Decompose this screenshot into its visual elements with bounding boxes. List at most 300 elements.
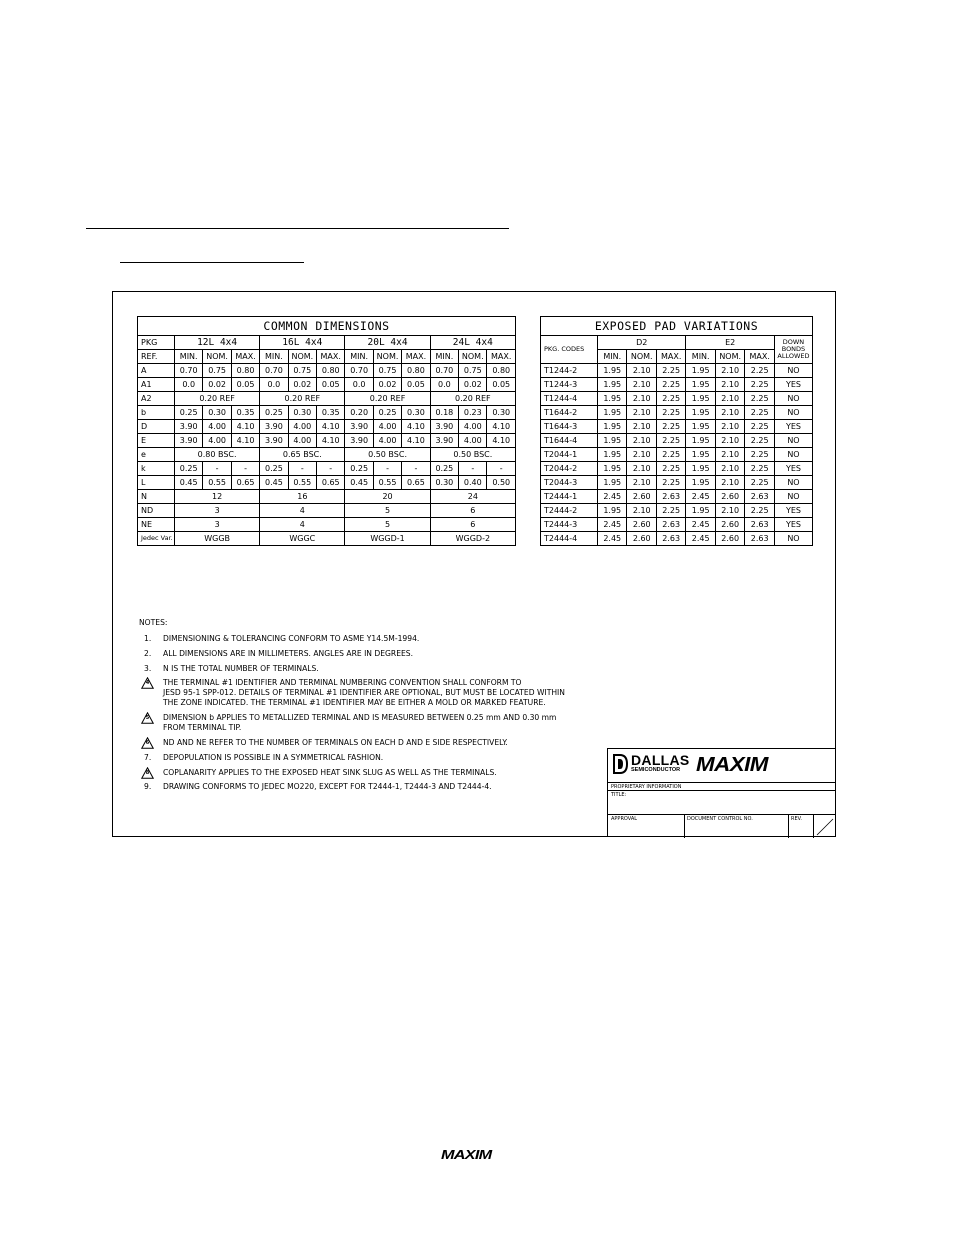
- exposed-data-row: [541, 406, 813, 420]
- common-title-row: [138, 317, 516, 336]
- down-bonds-cell: NO: [774, 532, 812, 546]
- value-cell: 4.00: [203, 420, 231, 434]
- rev-slash-icon: [814, 815, 836, 837]
- sub-header: NOM.: [288, 350, 316, 364]
- sub-header: MAX.: [317, 350, 345, 364]
- value-cell: 2.25: [745, 476, 775, 490]
- value-cell: 3.90: [175, 420, 203, 434]
- note-text: N IS THE TOTAL NUMBER OF TERMINALS.: [163, 663, 319, 673]
- value-cell: 3.90: [430, 434, 458, 448]
- note-marker: 5: [145, 715, 150, 722]
- value-cell: 4.00: [288, 434, 316, 448]
- sub-header: MIN.: [345, 350, 373, 364]
- value-cell: 2.10: [627, 378, 656, 392]
- value-cell: 1.95: [598, 434, 627, 448]
- ref-cell: e: [138, 448, 175, 462]
- value-cell: 0.55: [288, 476, 316, 490]
- package-outline-drawing: [112, 291, 836, 837]
- common-data-row: [138, 462, 516, 476]
- value-cell: 3.90: [430, 420, 458, 434]
- sub-header: MIN.: [598, 350, 627, 364]
- note-text: COPLANARITY APPLIES TO THE EXPOSED HEAT SINK SLUG AS WELL AS THE TERMINALS.: [163, 767, 497, 777]
- value-cell: -: [402, 462, 430, 476]
- common-data-row: [138, 420, 516, 434]
- down-bonds-cell: NO: [774, 490, 812, 504]
- semiconductor-text: SEMICONDUCTOR: [631, 767, 681, 773]
- merged-value-cell: 20: [345, 490, 430, 504]
- value-cell: 1.95: [686, 434, 715, 448]
- package-header: 12L 4x4: [175, 336, 260, 350]
- common-data-row: [138, 476, 516, 490]
- merged-value-cell: 5: [345, 504, 430, 518]
- ref-cell: E: [138, 434, 175, 448]
- e2-header: E2: [686, 336, 774, 350]
- value-cell: 0.65: [317, 476, 345, 490]
- note-marker: 2.: [144, 648, 152, 658]
- value-cell: 2.63: [745, 490, 775, 504]
- value-cell: 2.10: [715, 392, 744, 406]
- value-cell: 0.05: [317, 378, 345, 392]
- value-cell: 2.10: [627, 364, 656, 378]
- header-rule-long: [86, 228, 509, 229]
- note-text: ND AND NE REFER TO THE NUMBER OF TERMINALS ON EACH D AND E SIDE RESPECTIVELY.: [163, 737, 508, 747]
- value-cell: -: [231, 462, 259, 476]
- value-cell: 0.75: [203, 364, 231, 378]
- value-cell: 0.45: [345, 476, 373, 490]
- pkg-code-cell: T2044-3: [541, 476, 598, 490]
- exposed-data-row: [541, 518, 813, 532]
- value-cell: 0.25: [175, 406, 203, 420]
- value-cell: 0.18: [430, 406, 458, 420]
- pkg-code-cell: T1644-4: [541, 434, 598, 448]
- value-cell: 1.95: [686, 420, 715, 434]
- note-text: ALL DIMENSIONS ARE IN MILLIMETERS. ANGLES ARE IN DEGREES.: [163, 648, 414, 658]
- value-cell: 2.10: [627, 392, 656, 406]
- common-data-row: [138, 518, 516, 532]
- sub-header: MIN.: [430, 350, 458, 364]
- value-cell: 2.10: [715, 378, 744, 392]
- value-cell: 4.10: [317, 420, 345, 434]
- value-cell: -: [288, 462, 316, 476]
- exposed-data-row: [541, 490, 813, 504]
- down-bonds-cell: NO: [774, 406, 812, 420]
- value-cell: 1.95: [686, 462, 715, 476]
- value-cell: 2.10: [627, 420, 656, 434]
- exposed-data-row: [541, 504, 813, 518]
- value-cell: 0.30: [288, 406, 316, 420]
- value-cell: -: [459, 462, 487, 476]
- triangle-flag-icon: [141, 767, 154, 779]
- pkg-code-cell: T2044-2: [541, 462, 598, 476]
- pkg-code-cell: T2444-2: [541, 504, 598, 518]
- merged-value-cell: 0.20 REF: [260, 392, 345, 406]
- merged-value-cell: 3: [175, 518, 260, 532]
- note-text: THE TERMINAL #1 IDENTIFIER AND TERMINAL NUMBERING CONVENTION SHALL CONFORM TO JESD 95-1 SPP-012. DETAILS OF TERMINAL #1 IDENTIFIER ARE OPTIONAL, BUT MUST BE LOCATED WITHIN THE ZONE INDICATED. THE TERMINAL #1 IDENTIFIER MAY BE EITHER A MOLD OR MARKED FEATURE.: [163, 678, 565, 708]
- merged-value-cell: WGGD-2: [430, 532, 515, 546]
- value-cell: 2.25: [745, 448, 775, 462]
- value-cell: 2.25: [656, 434, 685, 448]
- value-cell: 1.95: [686, 364, 715, 378]
- common-data-row: [138, 392, 516, 406]
- value-cell: 2.25: [656, 504, 685, 518]
- ref-cell: N: [138, 490, 175, 504]
- value-cell: 2.60: [715, 490, 744, 504]
- value-cell: 1.95: [598, 378, 627, 392]
- sub-header: MIN.: [175, 350, 203, 364]
- notes-section: [139, 618, 619, 797]
- value-cell: 2.10: [627, 406, 656, 420]
- common-dimensions-table: [137, 316, 516, 546]
- value-cell: 0.23: [459, 406, 487, 420]
- common-data-row: [138, 434, 516, 448]
- note-text: DIMENSION b APPLIES TO METALLIZED TERMINAL AND IS MEASURED BETWEEN 0.25 mm AND 0.30 mm FROM TERMINAL TIP.: [163, 713, 557, 733]
- note-marker: 1.: [144, 634, 152, 643]
- value-cell: 2.60: [715, 532, 744, 546]
- value-cell: 1.95: [686, 476, 715, 490]
- ref-cell: Jedec Var.: [138, 532, 175, 546]
- note-marker: 7.: [144, 752, 152, 762]
- value-cell: -: [373, 462, 401, 476]
- exposed-pad-title: EXPOSED PAD VARIATIONS: [541, 317, 813, 336]
- value-cell: 2.25: [656, 462, 685, 476]
- value-cell: 0.02: [288, 378, 316, 392]
- value-cell: 0.02: [459, 378, 487, 392]
- value-cell: 0.25: [345, 462, 373, 476]
- value-cell: 0.02: [373, 378, 401, 392]
- merged-value-cell: WGGC: [260, 532, 345, 546]
- value-cell: 2.45: [598, 532, 627, 546]
- pkg-code-cell: T2444-4: [541, 532, 598, 546]
- down-bonds-header: DOWN BONDS ALLOWED: [774, 336, 812, 364]
- triangle-flag-icon: [141, 737, 154, 749]
- value-cell: 0.70: [345, 364, 373, 378]
- note-marker: 6: [145, 739, 150, 746]
- value-cell: 0.80: [231, 364, 259, 378]
- value-cell: 2.45: [686, 532, 715, 546]
- merged-value-cell: 0.50 BSC.: [430, 448, 515, 462]
- sub-header: MAX.: [402, 350, 430, 364]
- merged-value-cell: 0.80 BSC.: [175, 448, 260, 462]
- sub-header: MAX.: [231, 350, 259, 364]
- ref-cell: k: [138, 462, 175, 476]
- value-cell: 0.05: [487, 378, 516, 392]
- merged-value-cell: 0.20 REF: [175, 392, 260, 406]
- ref-label: REF.: [138, 350, 175, 364]
- approval-label: APPROVAL: [611, 816, 638, 822]
- value-cell: 2.10: [715, 476, 744, 490]
- package-header: 24L 4x4: [430, 336, 515, 350]
- dallas-logo-text: DALLAS: [631, 752, 690, 768]
- value-cell: 0.75: [373, 364, 401, 378]
- value-cell: 2.25: [656, 392, 685, 406]
- value-cell: 1.95: [598, 476, 627, 490]
- value-cell: 2.25: [656, 364, 685, 378]
- value-cell: 2.25: [656, 448, 685, 462]
- value-cell: 2.25: [745, 434, 775, 448]
- down-bonds-cell: YES: [774, 420, 812, 434]
- value-cell: 2.25: [745, 504, 775, 518]
- merged-value-cell: 0.20 REF: [345, 392, 430, 406]
- merged-value-cell: 16: [260, 490, 345, 504]
- pkg-label: PKG: [138, 336, 175, 350]
- rev-label: REV.: [791, 816, 802, 822]
- note-item: [139, 634, 619, 644]
- value-cell: 0.45: [175, 476, 203, 490]
- note-item: [139, 678, 619, 708]
- value-cell: 2.25: [745, 378, 775, 392]
- down-bonds-cell: YES: [774, 462, 812, 476]
- value-cell: 0.25: [175, 462, 203, 476]
- pkg-code-cell: T2444-3: [541, 518, 598, 532]
- value-cell: 1.95: [686, 448, 715, 462]
- value-cell: 2.25: [745, 420, 775, 434]
- merged-value-cell: 24: [430, 490, 515, 504]
- value-cell: 0.25: [260, 406, 288, 420]
- package-header: 16L 4x4: [260, 336, 345, 350]
- merged-value-cell: 6: [430, 504, 515, 518]
- merged-value-cell: 0.20 REF: [430, 392, 515, 406]
- note-item: [139, 713, 619, 733]
- value-cell: 0.80: [487, 364, 516, 378]
- value-cell: 2.25: [745, 364, 775, 378]
- sub-header: NOM.: [627, 350, 656, 364]
- note-item: [139, 768, 619, 778]
- value-cell: 0.0: [260, 378, 288, 392]
- sub-header: MIN.: [260, 350, 288, 364]
- value-cell: 2.25: [745, 462, 775, 476]
- note-marker: 8: [145, 769, 150, 776]
- value-cell: 0.70: [260, 364, 288, 378]
- common-data-row: [138, 504, 516, 518]
- merged-value-cell: 6: [430, 518, 515, 532]
- down-bonds-cell: NO: [774, 476, 812, 490]
- value-cell: 1.95: [686, 392, 715, 406]
- value-cell: 2.10: [715, 434, 744, 448]
- sub-header: NOM.: [373, 350, 401, 364]
- value-cell: 2.10: [715, 420, 744, 434]
- note-text: DIMENSIONING & TOLERANCING CONFORM TO ASME Y14.5M-1994.: [163, 634, 420, 643]
- note-item: [139, 649, 619, 659]
- value-cell: 1.95: [598, 448, 627, 462]
- value-cell: 2.25: [656, 406, 685, 420]
- common-data-row: [138, 448, 516, 462]
- ref-cell: L: [138, 476, 175, 490]
- value-cell: 4.10: [487, 420, 516, 434]
- d2-header: D2: [598, 336, 686, 350]
- ref-cell: NE: [138, 518, 175, 532]
- value-cell: 2.45: [598, 518, 627, 532]
- merged-value-cell: 5: [345, 518, 430, 532]
- note-item: [139, 753, 619, 763]
- value-cell: 0.65: [231, 476, 259, 490]
- merged-value-cell: 0.50 BSC.: [345, 448, 430, 462]
- ref-cell: ND: [138, 504, 175, 518]
- down-bonds-cell: YES: [774, 504, 812, 518]
- title-block: [607, 748, 836, 837]
- value-cell: 2.10: [715, 364, 744, 378]
- pkg-code-cell: T1644-3: [541, 420, 598, 434]
- value-cell: 1.95: [598, 364, 627, 378]
- pkg-code-cell: T2044-1: [541, 448, 598, 462]
- down-bonds-cell: NO: [774, 392, 812, 406]
- merged-value-cell: 4: [260, 518, 345, 532]
- maxim-logo: MAXIM: [696, 754, 768, 776]
- value-cell: -: [487, 462, 516, 476]
- value-cell: 4.10: [231, 420, 259, 434]
- merged-value-cell: 4: [260, 504, 345, 518]
- value-cell: 3.90: [345, 434, 373, 448]
- value-cell: 4.00: [203, 434, 231, 448]
- notes-heading: NOTES:: [139, 618, 168, 627]
- sub-header: MAX.: [656, 350, 685, 364]
- sub-header: NOM.: [715, 350, 744, 364]
- exposed-data-row: [541, 364, 813, 378]
- value-cell: 2.25: [656, 378, 685, 392]
- triangle-flag-icon: [141, 712, 154, 724]
- value-cell: 3.90: [175, 434, 203, 448]
- value-cell: 2.60: [715, 518, 744, 532]
- value-cell: 2.10: [627, 448, 656, 462]
- exposed-data-row: [541, 532, 813, 546]
- common-package-row: [138, 336, 516, 350]
- pkg-code-cell: T1644-2: [541, 406, 598, 420]
- value-cell: 0.0: [430, 378, 458, 392]
- header-rule-short: [120, 262, 304, 263]
- note-marker: 3.: [144, 663, 152, 673]
- exposed-pad-variations-table: [540, 316, 813, 546]
- value-cell: 0.80: [317, 364, 345, 378]
- notes-list: [139, 634, 619, 792]
- exposed-data-row: [541, 392, 813, 406]
- value-cell: 0.40: [459, 476, 487, 490]
- merged-value-cell: 3: [175, 504, 260, 518]
- proprietary-info: PROPRIETARY INFORMATION: [611, 784, 682, 790]
- value-cell: 2.63: [656, 518, 685, 532]
- title-label: TITLE:: [611, 792, 627, 798]
- value-cell: 4.00: [459, 434, 487, 448]
- value-cell: 0.35: [231, 406, 259, 420]
- value-cell: 0.45: [260, 476, 288, 490]
- value-cell: 4.00: [459, 420, 487, 434]
- value-cell: 2.45: [598, 490, 627, 504]
- value-cell: 4.10: [402, 420, 430, 434]
- down-bonds-cell: YES: [774, 518, 812, 532]
- value-cell: 4.00: [288, 420, 316, 434]
- ref-cell: A2: [138, 392, 175, 406]
- value-cell: 0.05: [402, 378, 430, 392]
- value-cell: 0.30: [487, 406, 516, 420]
- pkg-code-cell: T1244-3: [541, 378, 598, 392]
- value-cell: 4.10: [402, 434, 430, 448]
- down-bonds-cell: NO: [774, 364, 812, 378]
- merged-value-cell: 12: [175, 490, 260, 504]
- value-cell: 2.63: [745, 518, 775, 532]
- note-item: [139, 782, 619, 792]
- value-cell: 3.90: [260, 420, 288, 434]
- value-cell: -: [203, 462, 231, 476]
- value-cell: 0.35: [317, 406, 345, 420]
- note-marker: 4: [145, 680, 150, 687]
- value-cell: 0.55: [203, 476, 231, 490]
- common-data-row: [138, 490, 516, 504]
- pkg-codes-label: PKG. CODES: [541, 336, 598, 364]
- dallas-logo-icon: [612, 754, 629, 774]
- value-cell: 1.95: [686, 504, 715, 518]
- pkg-code-cell: T1244-2: [541, 364, 598, 378]
- value-cell: 4.10: [231, 434, 259, 448]
- common-subheader-row: [138, 350, 516, 364]
- value-cell: 2.63: [745, 532, 775, 546]
- exposed-data-row: [541, 462, 813, 476]
- value-cell: 0.0: [345, 378, 373, 392]
- value-cell: 0.30: [430, 476, 458, 490]
- value-cell: -: [317, 462, 345, 476]
- value-cell: 0.75: [459, 364, 487, 378]
- value-cell: 0.75: [288, 364, 316, 378]
- value-cell: 2.10: [627, 504, 656, 518]
- value-cell: 2.25: [656, 420, 685, 434]
- exposed-title-row: [541, 317, 813, 336]
- exposed-data-row: [541, 434, 813, 448]
- common-data-row: [138, 378, 516, 392]
- value-cell: 1.95: [686, 378, 715, 392]
- value-cell: 3.90: [345, 420, 373, 434]
- merged-value-cell: WGGD-1: [345, 532, 430, 546]
- sub-header: NOM.: [459, 350, 487, 364]
- footer-maxim-logo: MAXIM: [441, 1147, 492, 1162]
- ref-cell: A1: [138, 378, 175, 392]
- value-cell: 0.20: [345, 406, 373, 420]
- note-text: DEPOPULATION IS POSSIBLE IN A SYMMETRICAL FASHION.: [163, 752, 384, 762]
- value-cell: 1.95: [598, 462, 627, 476]
- value-cell: 0.02: [203, 378, 231, 392]
- ref-cell: A: [138, 364, 175, 378]
- sub-header: MAX.: [487, 350, 516, 364]
- value-cell: 2.10: [627, 462, 656, 476]
- exposed-data-row: [541, 476, 813, 490]
- value-cell: 2.60: [627, 518, 656, 532]
- value-cell: 0.70: [175, 364, 203, 378]
- value-cell: 2.10: [715, 504, 744, 518]
- note-item: [139, 738, 619, 748]
- value-cell: 4.00: [373, 420, 401, 434]
- value-cell: 2.25: [745, 406, 775, 420]
- value-cell: 2.63: [656, 532, 685, 546]
- down-bonds-cell: NO: [774, 434, 812, 448]
- merged-value-cell: 0.65 BSC.: [260, 448, 345, 462]
- common-data-row: [138, 406, 516, 420]
- sub-header: NOM.: [203, 350, 231, 364]
- value-cell: 0.25: [373, 406, 401, 420]
- value-cell: 4.10: [317, 434, 345, 448]
- common-data-row: [138, 364, 516, 378]
- value-cell: 4.00: [373, 434, 401, 448]
- value-cell: 0.05: [231, 378, 259, 392]
- value-cell: 3.90: [260, 434, 288, 448]
- ref-cell: b: [138, 406, 175, 420]
- value-cell: 2.10: [715, 448, 744, 462]
- value-cell: 1.95: [598, 392, 627, 406]
- value-cell: 0.0: [175, 378, 203, 392]
- value-cell: 2.45: [686, 518, 715, 532]
- note-marker: 9.: [144, 782, 152, 792]
- value-cell: 2.25: [745, 392, 775, 406]
- down-bonds-cell: YES: [774, 378, 812, 392]
- value-cell: 0.50: [487, 476, 516, 490]
- value-cell: 2.60: [627, 532, 656, 546]
- value-cell: 2.10: [627, 434, 656, 448]
- down-bonds-cell: NO: [774, 448, 812, 462]
